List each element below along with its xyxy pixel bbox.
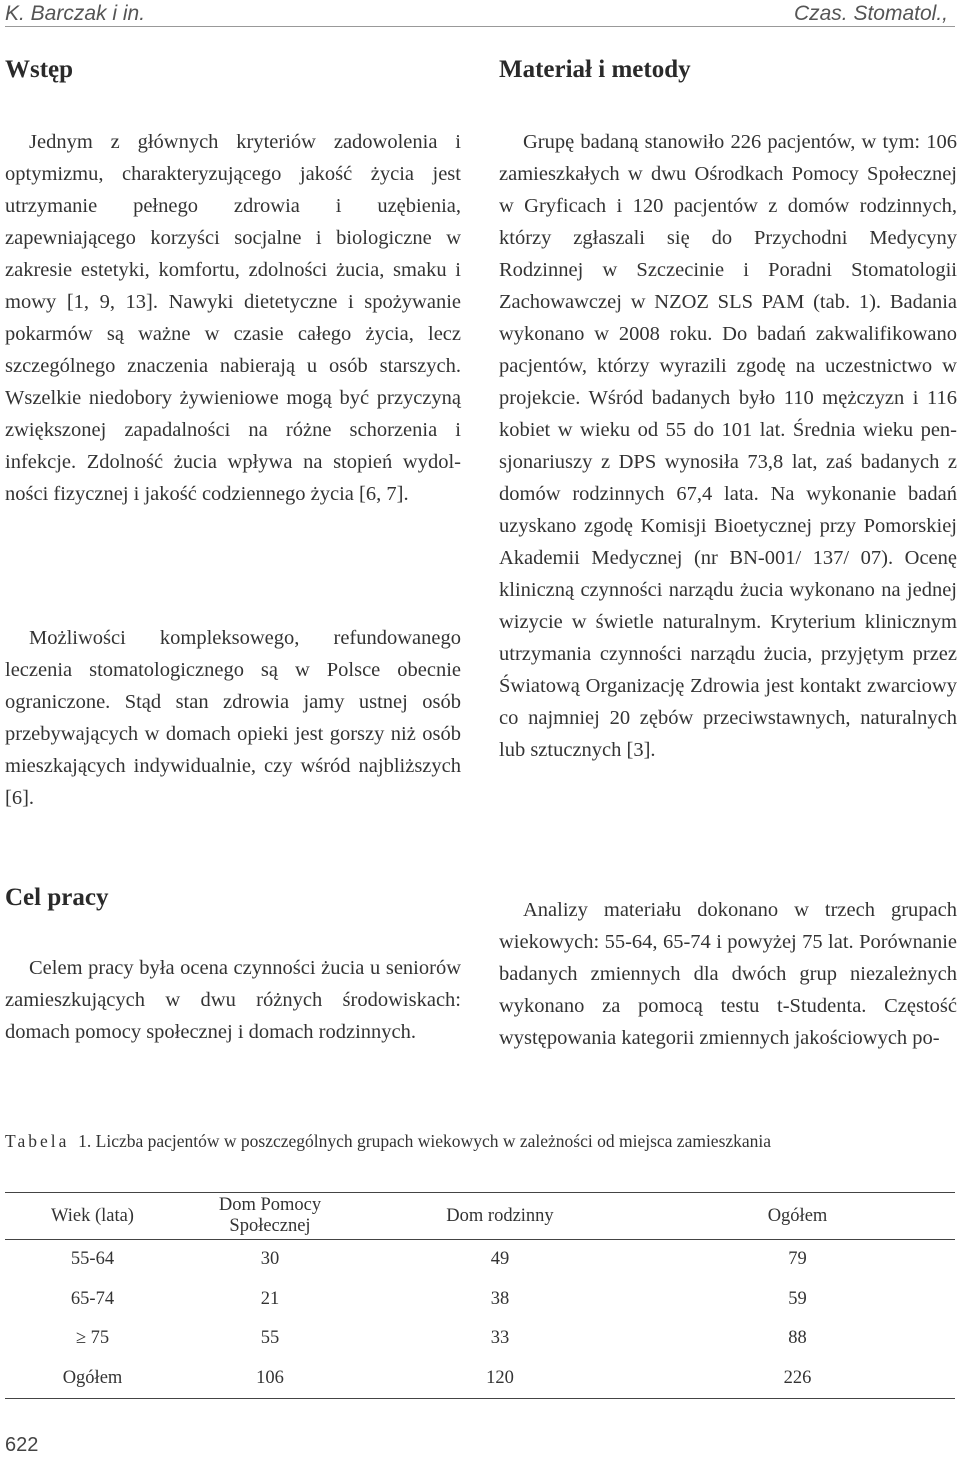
table-cell: 106 xyxy=(256,1367,284,1388)
methods-paragraph-1: Grupę badaną stanowiło 226 pacjentów, w tym: 106 zamieszkałych w dwu Ośrodkach Pomocy Społecznej w Gryficach i 120 pacjentów z domów rodzinnych, którzy zgłaszali się do Przychodni Medycyny Rodzinnej w Szczecinie i Poradni Stomatologii Zachowawczej w NZOZ SLS PAM (tab. 1). Badania wykonano w 2008 roku. Do badań zakwalifikowano pacjentów, którzy wyrazili zgodę na uczestnictwo w projekcie. Wśród badanych było 110 mężczyzn i 116 kobiet w wieku od 55 do 101 lat. Średnia wieku pensjonariuszy z DPS wynosiła 73,8 lat, zaś badanych z domów rodzinnych 67,4 lata. Na wykonanie badań uzyskano zgodę Komisji Bioetycznej przy Pomorskiej Akademii Medycznej (nr BN-001/ 137/ 07). Ocenę kliniczną czynności narządu żucia wykonano na jednej wizycie w świetle naturalnym. Kryterium klinicznym utrzymania czynności narządu żucia, przyjętym przez Światową Organizację Zdrowia jest kontakt zwarciowy co najmniej 20 zębów przeciwstawnych, naturalnych lub sztucznych [3]. xyxy=(499,131,957,761)
table-number: 1. xyxy=(78,1131,92,1151)
header-rule xyxy=(5,26,955,27)
table-cell: 55 xyxy=(260,1328,280,1349)
table-cell: 55-64 xyxy=(70,1249,115,1270)
table-cell: 30 xyxy=(260,1249,280,1270)
col-header-total: Ogółem xyxy=(767,1205,828,1226)
section-title-introduction: Wstęp xyxy=(5,56,74,83)
table-cell: 59 xyxy=(788,1288,807,1309)
table-row xyxy=(5,1359,955,1399)
intro-paragraph-2: Możliwości kompleksowego, refundowanego leczenia stomatologicznego są w Polsce obecnie ograniczone. Stąd stan zdrowia jamy ustnej osób przebywających w domach opieki jest gorszy niż osób mieszkających indywidualnie, czy wśród najbliższych [6]. xyxy=(5,627,461,809)
data-table-wrapper xyxy=(5,1192,955,1399)
table-cell: 226 xyxy=(783,1367,812,1388)
table-caption xyxy=(5,1130,955,1153)
table-cell: 88 xyxy=(788,1328,807,1349)
col-header-age: Wiek (lata) xyxy=(51,1205,134,1226)
table-cell: 65-74 xyxy=(70,1288,115,1309)
col-header-care-home: Dom Pomocy Społecznej xyxy=(218,1195,322,1236)
table-cell: Ogółem xyxy=(62,1367,123,1388)
table-cell: 120 xyxy=(486,1367,514,1388)
table-cell: 49 xyxy=(490,1249,510,1270)
table-cell: 79 xyxy=(788,1249,807,1270)
section-title-aim: Cel pracy xyxy=(5,884,109,911)
table-cell: 33 xyxy=(490,1328,510,1349)
table-cell: ≥ 75 xyxy=(75,1328,110,1349)
table-label: Tabela xyxy=(5,1131,70,1151)
page-number: 622 xyxy=(5,1434,39,1456)
intro-paragraph-1: Jednym z głównych kryteriów zadowolenia i optymizmu, charakteryzującego jakość życia jest utrzymanie pełnego zdrowia i uzębienia, zapewniającego korzyści socjalne i biologiczne w zakresie estetyki, komfortu, zdolności żucia, smaku i mowy [1, 9, 13]. Nawyki dietetyczne i spożywanie pokarmów są ważne w czasie całego życia, lecz szczególnego znaczenia nabierają u osób starszych. Wszelkie niedobory żywieniowe mogą być przyczyną zwiększonej zapadalności na różne schorzenia i infekcje. Zdolność żucia wpływa na stopień wydolności fizycznej i jakość codziennego życia [6, 7]. xyxy=(5,131,461,505)
table-row xyxy=(5,1280,955,1320)
table-header-row xyxy=(5,1193,955,1240)
col-header-family-home: Dom rodzinny xyxy=(446,1205,554,1226)
patients-age-table xyxy=(5,1192,955,1399)
table-cell: 21 xyxy=(260,1288,280,1309)
table-cell: 38 xyxy=(490,1288,510,1309)
table-caption-text: Liczba pacjentów w poszczególnych grupach wiekowych w zależności od miejsca zamieszkania xyxy=(95,1131,772,1151)
table-row xyxy=(5,1319,955,1359)
section-title-methods: Materiał i metody xyxy=(499,56,691,83)
header-authors: K. Barczak i in. xyxy=(5,2,146,25)
methods-paragraph-2: Analizy materiału dokonano w trzech grupach wiekowych: 55-64, 65-74 i powyżej 75 lat. Porównanie badanych zmiennych dla dwóch grup niezależnych wykonano za pomocą testu t-Studenta. Częstość występowania kategorii zmiennych jakościowych po- xyxy=(499,899,957,1049)
running-header xyxy=(0,0,960,30)
header-journal: Czas. Stomatol., xyxy=(793,2,948,25)
table-row xyxy=(5,1240,955,1280)
aim-paragraph: Celem pracy była ocena czynności żucia u seniorów zamieszkujących w dwu różnych środowiskach: domach pomocy społecznej i domach rodzinnych. xyxy=(5,957,461,1043)
